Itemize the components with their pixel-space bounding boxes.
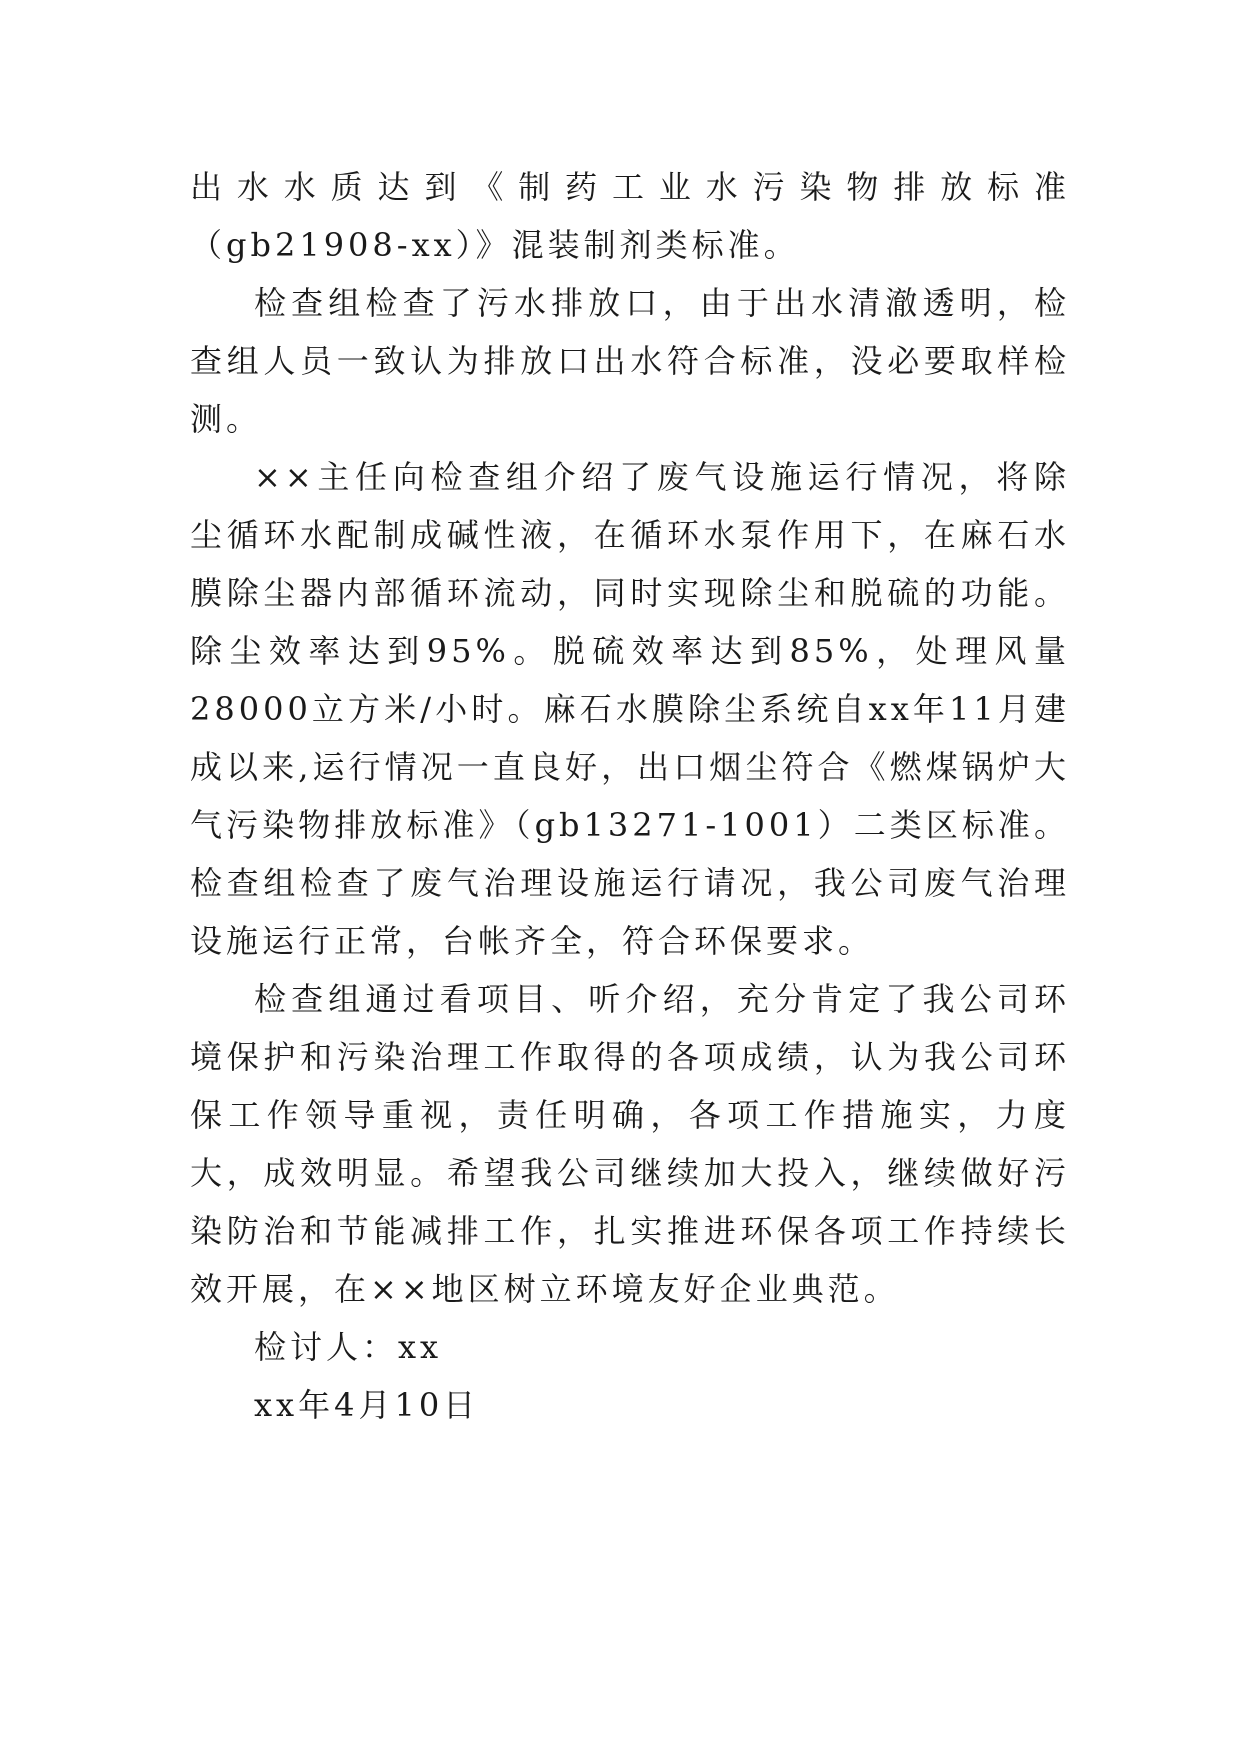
document-body	[190, 158, 1070, 1434]
paragraph-4: 检查组通过看项目、听介绍，充分肯定了我公司环境保护和污染治理工作取得的各项成绩，认为我公司环保工作领导重视，责任明确，各项工作措施实，力度大，成效明显。希望我公司继续加大投入，继续做好污染防治和节能减排工作，扎实推进环保各项工作持续长效开展，在××地区树立环境友好企业典范。	[190, 980, 1070, 1308]
date-line: xx年4月10日	[254, 1386, 480, 1424]
paragraph-2: 检查组检查了污水排放口，由于出水清澈透明，检查组人员一致认为排放口出水符合标准，没必要取样检测。	[190, 284, 1070, 438]
signer-line: 检讨人：xx	[254, 1328, 443, 1366]
paragraph-3: ××主任向检查组介绍了废气设施运行情况，将除尘循环水配制成碱性液，在循环水泵作用下，在麻石水膜除尘器内部循环流动，同时实现除尘和脱硫的功能。除尘效率达到95%。脱硫效率达到85%，处理风量28000立方米/小时。麻石水膜除尘系统自xx年11月建成以来,运行情况一直良好，出口烟尘符合《燃煤锅炉大气污染物排放标准》（gb13271-1001）二类区标准。检查组检查了废气治理设施运行请况，我公司废气治理设施运行正常，台帐齐全，符合环保要求。	[190, 458, 1070, 960]
paragraph-1: 出水水质达到《制药工业水污染物排放标准（gb21908-xx）》混装制剂类标准。	[190, 168, 1070, 264]
